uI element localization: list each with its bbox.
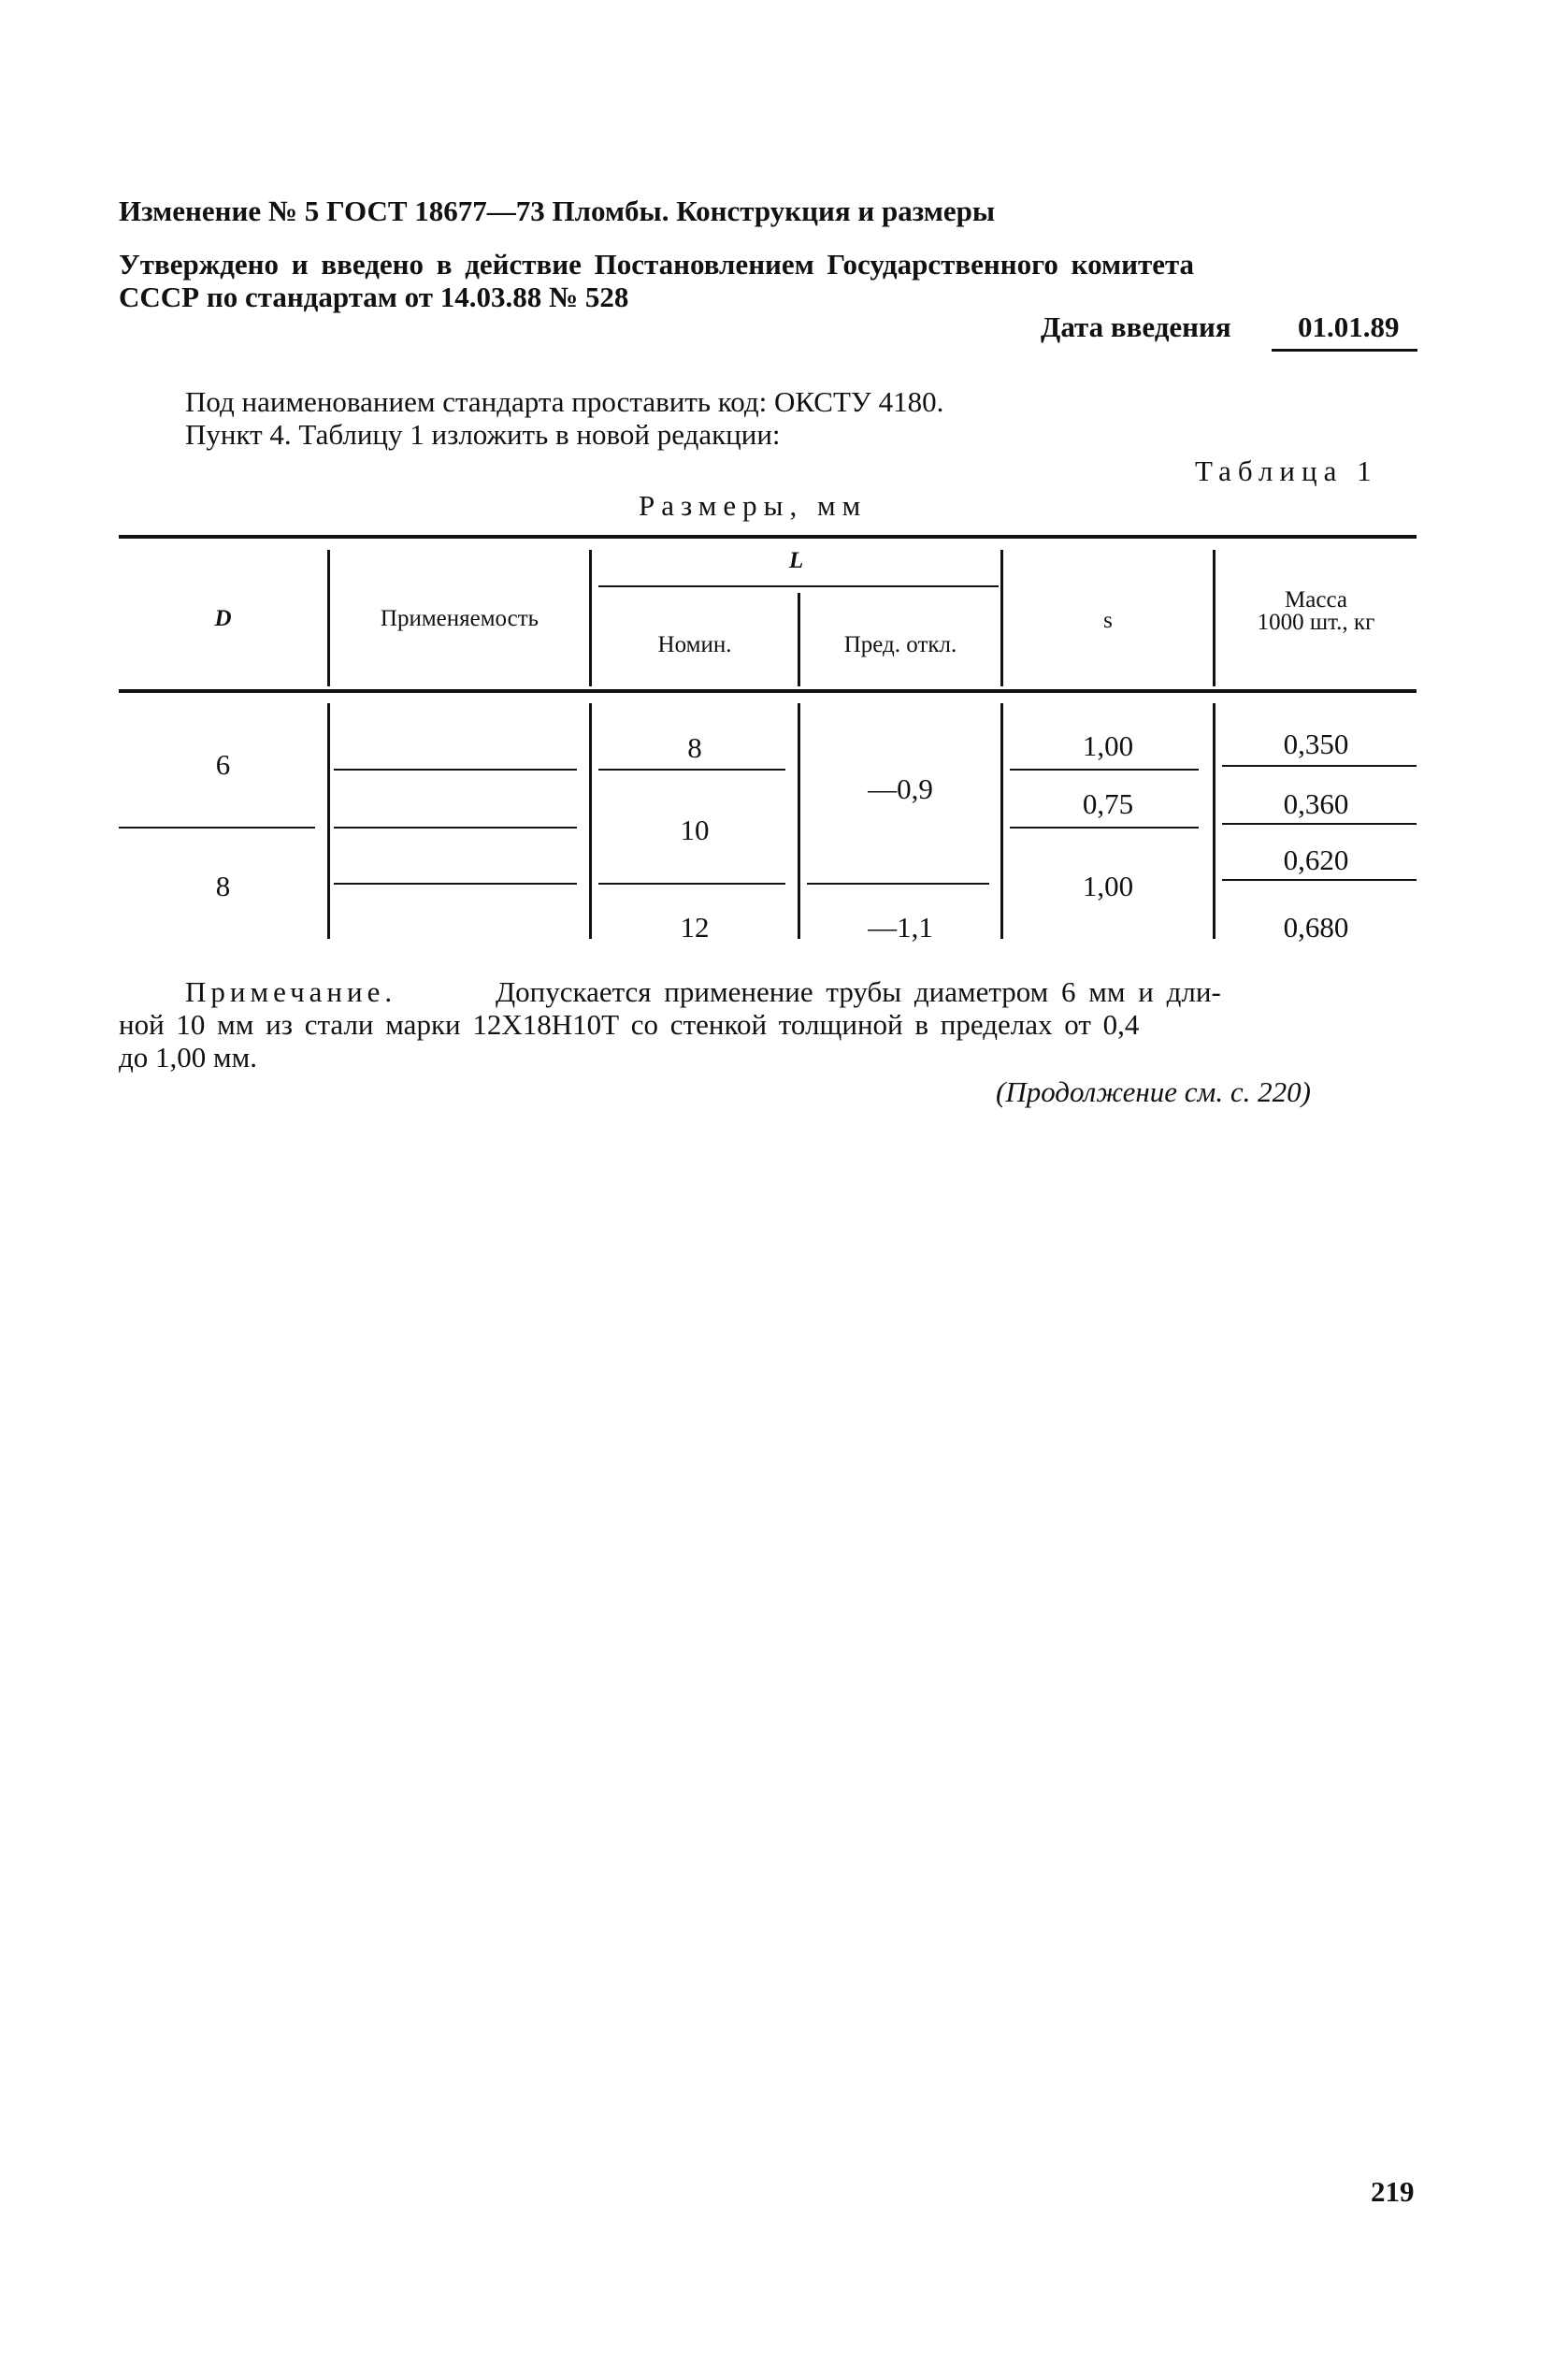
cell-l-nomin: 12: [680, 911, 710, 944]
note-label: Примечание.: [185, 975, 397, 1008]
date-value: 01.01.89: [1298, 310, 1400, 343]
col-divider: [327, 703, 330, 939]
note-line-3: до 1,00 мм.: [119, 1041, 258, 1074]
cell-s: 1,00: [1082, 729, 1134, 762]
row-rule: [1222, 765, 1417, 767]
cell-mass: 0,680: [1283, 911, 1349, 944]
row-rule: [334, 883, 577, 885]
row-rule: [334, 769, 577, 771]
note-line-1: Допускается применение трубы диаметром 6 мм и дли-: [496, 975, 1221, 1008]
header-applicability: Применяемость: [380, 606, 539, 631]
row-rule: [598, 883, 785, 885]
document-title: Изменение № 5 ГОСТ 18677—73 Пломбы. Конструкция и размеры: [119, 195, 996, 227]
row-rule: [334, 827, 577, 829]
cell-s: 1,00: [1082, 870, 1134, 902]
table-top-rule: [119, 535, 1417, 539]
note-line-2: ной 10 мм из стали марки 12Х18Н10Т со стенкой толщиной в пределах от 0,4: [119, 1008, 1140, 1041]
cell-l-tolerance: —1,1: [868, 911, 933, 944]
cell-s: 0,75: [1082, 787, 1134, 820]
approval-line-2: СССР по стандартам от 14.03.88 № 528: [119, 281, 629, 313]
header-mass-line1: Масса: [1285, 587, 1347, 613]
table-caption: Таблица 1: [1195, 454, 1378, 487]
header-s: s: [1103, 608, 1113, 633]
cell-l-nomin: 8: [687, 731, 702, 764]
paragraph-table: Пункт 4. Таблицу 1 изложить в новой редакции:: [185, 418, 781, 451]
header-nomin: Номин.: [657, 632, 732, 657]
header-l: L: [788, 548, 804, 573]
header-d: D: [214, 606, 232, 631]
cell-mass: 0,360: [1283, 787, 1349, 820]
col-divider: [798, 703, 800, 939]
table-subcaption: Размеры, мм: [639, 489, 868, 522]
date-underline: [1272, 349, 1417, 352]
page-number: 219: [1371, 2175, 1415, 2208]
table-header-rule: [119, 689, 1417, 693]
row-rule: [1222, 879, 1417, 881]
row-rule: [1010, 769, 1199, 771]
cell-d: 8: [215, 870, 231, 902]
row-rule: [598, 769, 785, 771]
header-pred-otkl: Пред. откл.: [843, 632, 957, 657]
cell-d: 6: [215, 748, 231, 781]
cell-mass: 0,620: [1283, 843, 1349, 876]
header-mass-line2: 1000 шт., кг: [1257, 610, 1375, 635]
row-rule: [1222, 823, 1417, 825]
continuation-note: (Продолжение см. с. 220): [996, 1075, 1311, 1108]
cell-l-tolerance: —0,9: [868, 772, 933, 805]
row-rule: [119, 827, 315, 829]
date-label: Дата введения: [1041, 310, 1231, 343]
approval-line-1: Утверждено и введено в действие Постановлением Государственного комитета: [119, 248, 1195, 281]
cell-mass: 0,350: [1283, 728, 1349, 760]
paragraph-code: Под наименованием стандарта проставить код: ОКСТУ 4180.: [185, 385, 944, 418]
row-rule: [1010, 827, 1199, 829]
cell-l-nomin: 10: [680, 814, 710, 846]
l-header-rule: [598, 585, 999, 587]
row-rule: [807, 883, 989, 885]
